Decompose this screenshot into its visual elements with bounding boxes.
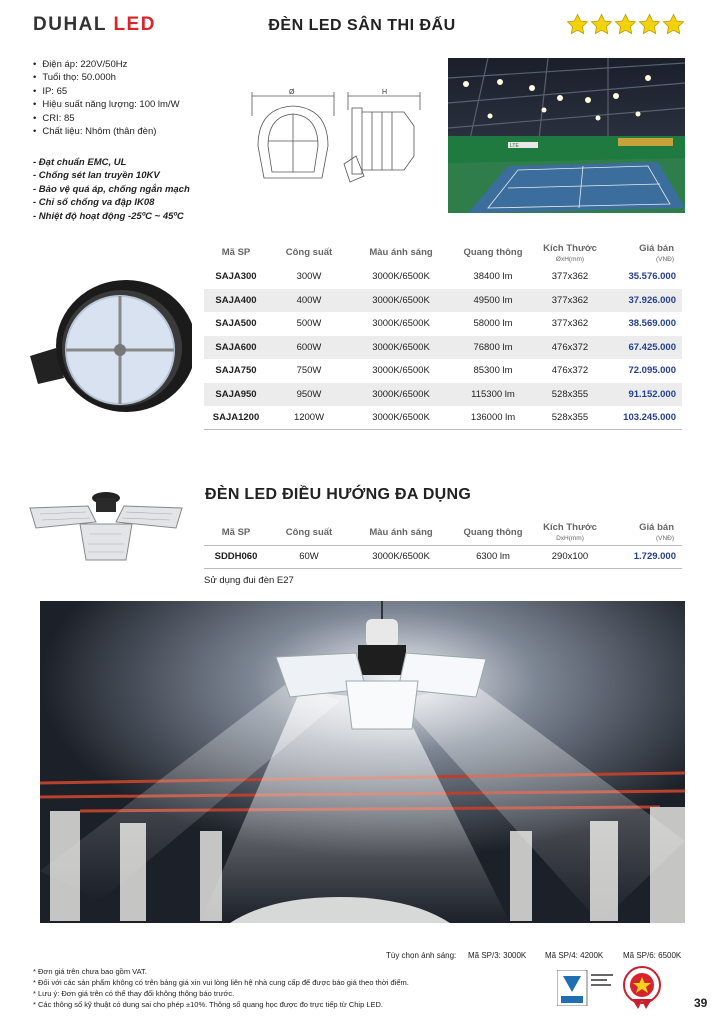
cell-size: 377x362 xyxy=(551,271,589,283)
feature-item: - Chỉ số chống va đập IK08 xyxy=(33,197,155,209)
feature-item: - Đạt chuẩn EMC, UL xyxy=(33,157,127,168)
certification-badge xyxy=(557,970,617,1006)
sign-text: LTE xyxy=(510,143,519,149)
cell-code: SAJA300 xyxy=(215,271,257,283)
footer-notes xyxy=(33,966,409,1010)
cell-price: 37.926.000 xyxy=(606,289,682,313)
cell-price: 103.245.000 xyxy=(623,412,676,423)
feature-item: - Bảo vệ quá áp, chống ngắn mạch xyxy=(33,183,190,195)
cell-size: 290x100 xyxy=(551,551,589,563)
multi-price-table xyxy=(204,520,682,569)
cell-lumen: 115300 lm xyxy=(452,383,534,407)
cell-price: 67.425.000 xyxy=(606,336,682,360)
cell-power: 750W xyxy=(296,365,322,377)
price-unit: (VNĐ) xyxy=(655,535,674,543)
cell-size: 377x362 xyxy=(534,289,606,313)
cell-lumen: 136000 lm xyxy=(470,412,516,423)
cell-size: 476x372 xyxy=(551,365,589,377)
cell-price: 35.576.000 xyxy=(628,271,676,283)
cell-lumen: 76800 lm xyxy=(452,336,534,360)
cell-size: 476x372 xyxy=(534,336,606,360)
table-row xyxy=(204,312,682,336)
multi-direction-light-image xyxy=(26,488,186,568)
table-row xyxy=(204,383,682,407)
feature-item: - Nhiệt độ hoạt động -25ºC ~ 45ºC xyxy=(33,210,184,222)
col-code: Mã SP xyxy=(221,526,251,538)
price-unit: (VNĐ) xyxy=(655,255,674,263)
cell-price: 72.095.000 xyxy=(628,365,676,377)
section-title: ĐÈN LED ĐIỀU HƯỚNG ĐA DỤNG xyxy=(205,486,472,503)
cell-color: 3000K/6500K xyxy=(372,365,430,377)
color-option-6500k: Mã SP/6: 6500K xyxy=(623,951,682,960)
cell-code: SAJA600 xyxy=(204,336,268,360)
col-price xyxy=(606,520,682,545)
feature-item: - Chống sét lan truyền 10KV xyxy=(33,170,160,182)
col-size xyxy=(534,240,606,265)
footer-note: * Đơn giá trên chưa bao gồm VAT. xyxy=(33,967,147,976)
size-unit: DxH(mm) xyxy=(556,535,584,543)
col-lumen: Quang thông xyxy=(463,247,523,258)
table-row xyxy=(204,336,682,360)
cell-code: SAJA1200 xyxy=(212,412,260,423)
star-icon xyxy=(614,13,637,36)
cell-power: 60W xyxy=(299,551,319,563)
col-power: Công suất xyxy=(285,247,333,258)
cell-lumen: 6300 lm xyxy=(476,551,510,563)
footer-note: * Các thông số kỹ thuật có dung sai cho phép ±10%. Thông số quang học được đo trực tiếp từ Chip LED. xyxy=(33,1000,383,1009)
price-header: Giá bán xyxy=(639,522,674,534)
cell-lumen: 85300 lm xyxy=(473,365,513,377)
table-row xyxy=(204,359,682,383)
col-code: Mã SP xyxy=(221,247,251,258)
brand-accent: LED xyxy=(113,14,156,35)
table-header-row xyxy=(204,240,682,265)
cell-lumen: 58000 lm xyxy=(473,318,513,330)
price-header: Giá bán xyxy=(639,242,674,254)
cell-power: 950W xyxy=(268,383,350,407)
color-option-4200k: Mã SP/4: 4200K xyxy=(545,951,604,960)
size-header: Kích Thước xyxy=(543,242,597,254)
star-icon xyxy=(590,13,613,36)
star-icon xyxy=(662,13,685,36)
stadium-light-image xyxy=(22,274,192,414)
usage-note: Sử dụng đui đèn E27 xyxy=(204,575,294,586)
spec-list xyxy=(33,58,180,138)
table-row xyxy=(204,545,682,569)
cell-color: 3000K/6500K xyxy=(350,289,452,313)
cell-power: 500W xyxy=(296,318,322,330)
color-select-label: Tùy chọn ánh sáng: xyxy=(386,951,457,960)
cell-price: 91.152.000 xyxy=(606,383,682,407)
cell-code: SDDH060 xyxy=(214,551,258,563)
cell-lumen: 49500 lm xyxy=(452,289,534,313)
cell-color: 3000K/6500K xyxy=(372,412,430,423)
spec-item: • Hiệu suất năng lượng: 100 lm/W xyxy=(33,98,180,111)
col-power: Công suất xyxy=(285,526,333,538)
table-header-row xyxy=(204,520,682,545)
cell-code: SAJA400 xyxy=(204,289,268,313)
cell-code: SAJA500 xyxy=(215,318,257,330)
cell-color: 3000K/6500K xyxy=(372,271,430,283)
cell-power: 1200W xyxy=(293,412,325,423)
col-color: Màu ánh sáng xyxy=(369,247,433,258)
col-price xyxy=(606,240,682,265)
dimension-drawing xyxy=(244,86,424,186)
table-row xyxy=(204,406,682,430)
footer-note: * Đối với các sản phẩm không có trên bảng giá xin vui lòng liên hệ nhà cung cấp để được báo giá theo thời điểm. xyxy=(33,978,409,987)
cell-color: 3000K/6500K xyxy=(372,318,430,330)
cell-price: 38.569.000 xyxy=(628,318,676,330)
cell-power: 300W xyxy=(296,271,322,283)
star-icon xyxy=(638,13,661,36)
feature-list xyxy=(33,156,190,223)
star-icon xyxy=(566,13,589,36)
stadium-photo xyxy=(448,58,685,213)
color-option-3000k: Mã SP/3: 3000K xyxy=(468,951,527,960)
cell-power: 400W xyxy=(268,289,350,313)
rating-stars xyxy=(566,13,685,36)
cell-lumen: 38400 lm xyxy=(473,271,513,283)
spec-item: • Tuổi thọ: 50.000h xyxy=(33,71,180,84)
cell-size: 528x355 xyxy=(534,383,606,407)
cell-size: 528x355 xyxy=(551,412,589,423)
brand-name: DUHAL xyxy=(33,14,114,35)
spec-item: • IP: 65 xyxy=(33,85,180,98)
cell-color: 3000K/6500K xyxy=(350,336,452,360)
spec-item: • Chất liệu: Nhôm (thân đèn) xyxy=(33,125,180,138)
table-row xyxy=(204,265,682,289)
diameter-label: Ø xyxy=(289,89,295,96)
size-unit: ØxH(mm) xyxy=(555,255,585,263)
garage-photo xyxy=(40,601,685,923)
cell-code: SAJA750 xyxy=(215,365,257,377)
stadium-price-table xyxy=(204,240,682,430)
table-row xyxy=(204,289,682,313)
spec-item: • Điện áp: 220V/50Hz xyxy=(33,58,180,71)
height-label: H xyxy=(382,89,388,96)
size-header: Kích Thước xyxy=(543,522,597,534)
cell-code: SAJA950 xyxy=(204,383,268,407)
footer-note: * Lưu ý: Đơn giá trên có thể thay đổi không thông báo trước. xyxy=(33,989,235,998)
page-number: 39 xyxy=(694,996,708,1010)
cell-power: 600W xyxy=(268,336,350,360)
spec-item: • CRI: 85 xyxy=(33,112,180,125)
cell-price: 1.729.000 xyxy=(633,551,676,563)
quality-award-badge xyxy=(622,965,662,1009)
cell-color: 3000K/6500K xyxy=(350,383,452,407)
cell-color: 3000K/6500K xyxy=(372,551,430,563)
col-size xyxy=(534,520,606,545)
cell-size: 377x362 xyxy=(551,318,589,330)
col-color: Màu ánh sáng xyxy=(369,526,433,538)
col-lumen: Quang thông xyxy=(463,526,523,538)
page-title: ĐÈN LED SÂN THI ĐẤU xyxy=(268,17,456,34)
